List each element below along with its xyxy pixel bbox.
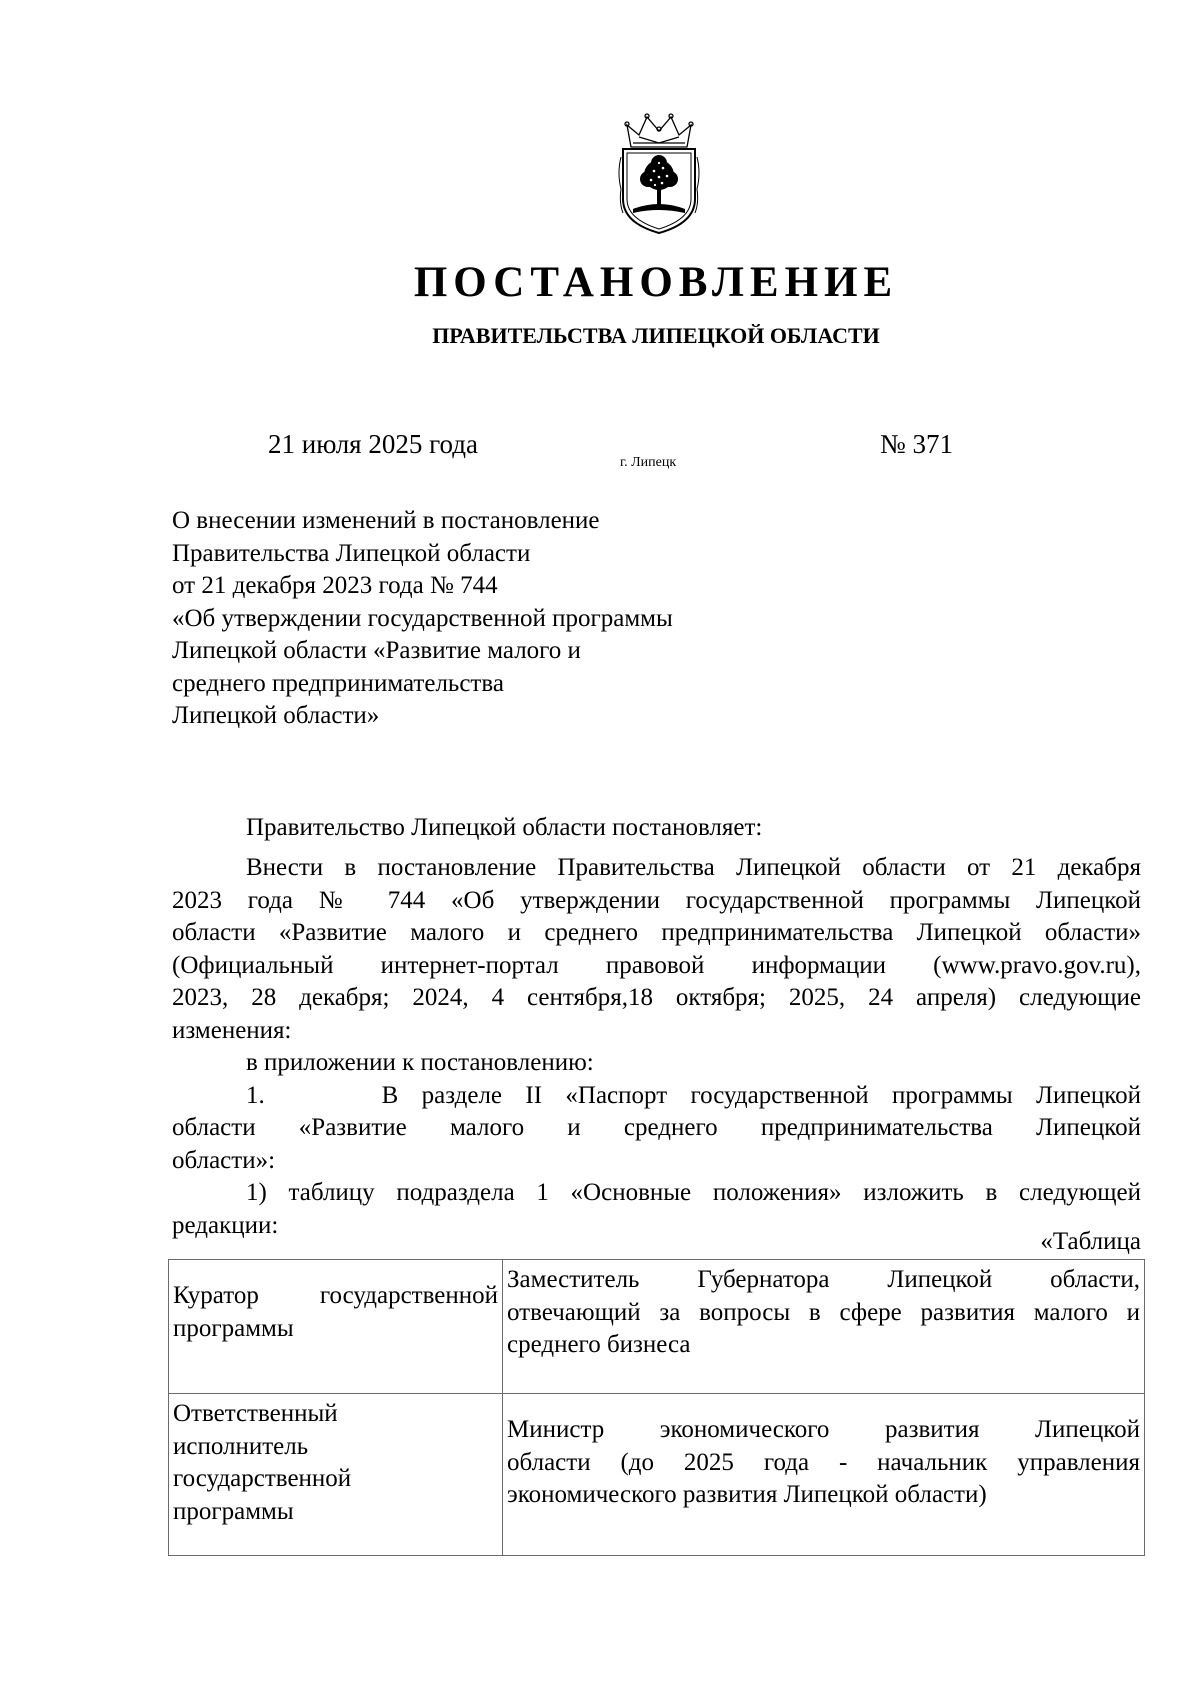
appendix-line: в приложении к постановлению: <box>246 1049 594 1076</box>
preamble-paragraph <box>172 812 1141 845</box>
table-caption: «Таблица <box>1040 1228 1141 1255</box>
table-row <box>169 1260 1145 1394</box>
cell-line: отвечающий за вопросы в сфере развития малого и <box>507 1298 1140 1326</box>
issuing-authority: ПРАВИТЕЛЬСТВА ЛИПЕЦКОЙ ОБЛАСТИ <box>432 323 880 348</box>
body-line: 2023, 28 декабря; 2024, 4 сентября,18 октября; 2025, 24 апреля) следующие <box>172 984 1141 1011</box>
document-title: ПОСТАНОВЛЕНИЕ <box>413 259 899 306</box>
table-cell-value <box>503 1394 1145 1556</box>
table-row <box>169 1394 1145 1556</box>
body-line: Внести в постановление Правительства Липецкой области от 21 декабря <box>246 854 1141 881</box>
body-line: изменения: <box>172 1016 292 1044</box>
table-cell-label <box>169 1394 503 1556</box>
cell-line: Куратор государственной <box>173 1282 498 1309</box>
preamble-line: Правительство Липецкой области постановляет: <box>246 814 763 841</box>
item-1-1-line: 1) таблицу подраздела 1 «Основные положения» изложить в следующей <box>246 1179 1141 1206</box>
subject-line: «Об утверждении государственной программы <box>172 604 673 632</box>
subject-line: среднего предпринимательства <box>172 669 504 697</box>
cell-line: программы <box>173 1497 294 1525</box>
document-date: 21 июля 2025 года <box>268 429 478 459</box>
item-1-1-line: редакции: <box>172 1211 279 1239</box>
lipetsk-coat-of-arms-icon <box>617 113 701 235</box>
subject-line: Липецкой области «Развитие малого и <box>172 637 581 664</box>
passport-table <box>168 1259 1145 1556</box>
subject-line: Правительства Липецкой области <box>172 539 531 567</box>
document-number: № 371 <box>880 429 954 459</box>
item-1-line: 1. В разделе II «Паспорт государственной программы Липецкой <box>246 1081 1141 1109</box>
item-1-line: области «Развитие малого и среднего предпринимательства Липецкой <box>172 1114 1141 1141</box>
table-cell-label <box>169 1260 503 1394</box>
cell-line: исполнитель <box>173 1432 309 1460</box>
subject-line: Липецкой области» <box>172 702 380 729</box>
subject-line: от 21 декабря 2023 года № 744 <box>172 572 498 599</box>
cell-line: Заместитель Губернатора Липецкой области, <box>507 1266 1140 1293</box>
cell-line: государственной <box>173 1465 352 1492</box>
body-line: (Официальный интернет-портал правовой информации (www.pravo.gov.ru), <box>172 951 1141 979</box>
document-subject <box>172 505 673 733</box>
cell-line: Министр экономического развития Липецкой <box>507 1416 1140 1443</box>
body-line: области «Развитие малого и среднего предпринимательства Липецкой области» <box>172 919 1141 946</box>
cell-line: среднего бизнеса <box>507 1331 691 1358</box>
main-paragraph <box>172 852 1141 1242</box>
table-cell-value <box>503 1260 1145 1394</box>
cell-line: экономического развития Липецкой области) <box>507 1481 987 1508</box>
cell-line: Ответственный <box>173 1400 338 1427</box>
document-city: г. Липецк <box>620 455 677 470</box>
cell-line: программы <box>173 1314 294 1342</box>
subject-line: О внесении изменений в постановление <box>172 507 600 534</box>
item-1-line: области»: <box>172 1146 276 1174</box>
cell-line: области (до 2025 года - начальник управления <box>507 1448 1140 1476</box>
body-line: 2023 года № 744 «Об утверждении государственной программы Липецкой <box>172 886 1141 914</box>
